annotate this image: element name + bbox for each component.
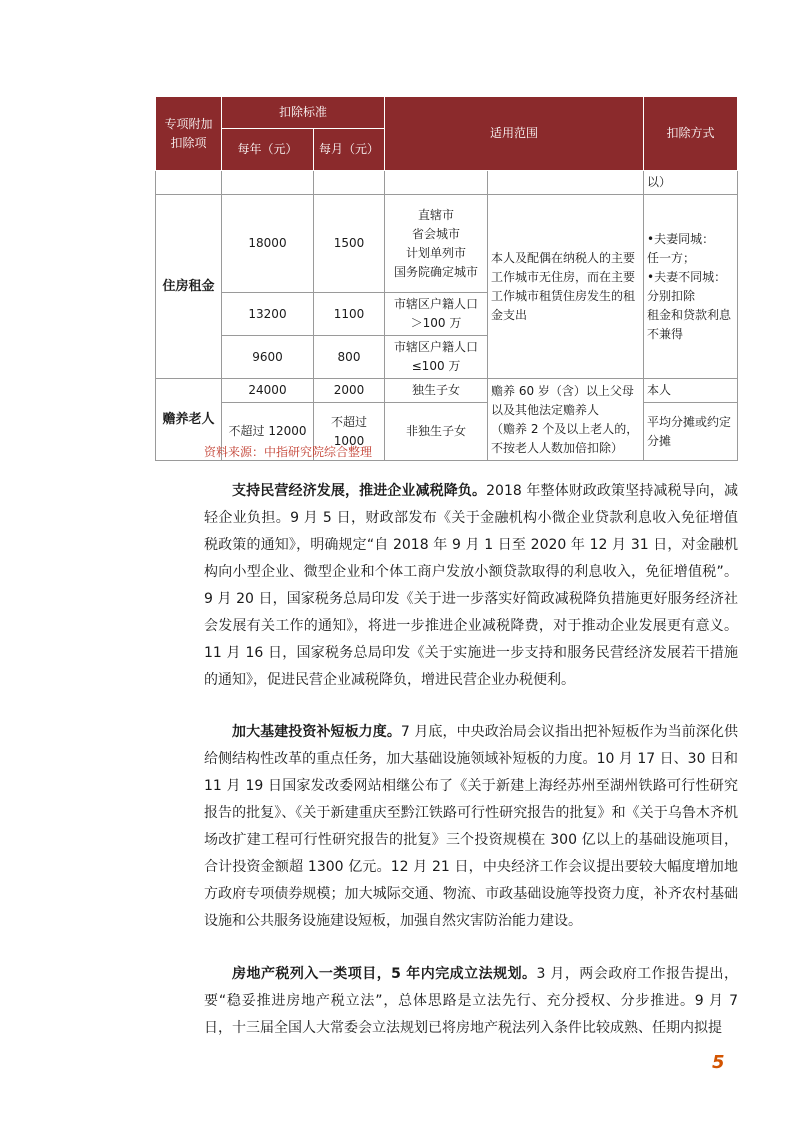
header-yearly: 每年（元）: [222, 129, 314, 171]
header-standard: 扣除标准: [222, 97, 385, 129]
rent-scope: 本人及配偶在纳税人的主要工作城市无住房，而在主要工作城市租赁住房发生的租金支出: [488, 195, 644, 379]
rent-monthly: 1500: [314, 195, 385, 293]
rent-yearly: 9600: [222, 336, 314, 379]
rent-monthly: 800: [314, 336, 385, 379]
paragraph-body: 3 月，两会政府工作报告提出，要“稳妥推进房地产税立法”，总体思路是立法先行、充分授权、分步推进。9 月 7 日，十三届全国人大常委会立法规划已将房地产税法列入条件比较成熟、任期内拟提: [204, 966, 738, 1036]
rent-monthly: 1100: [314, 293, 385, 336]
deduction-table: [155, 96, 738, 461]
elderly-scope: 赡养 60 岁（含）以上父母以及其他法定赡养人 （赡养 2 个及以上老人的，不按老人人数加倍扣除）: [488, 379, 644, 461]
header-monthly: 每月（元）: [314, 129, 385, 171]
paragraph: [204, 961, 738, 1042]
elderly-type: 非独生子女: [385, 403, 488, 461]
paragraph: [204, 478, 738, 694]
paragraph-body: 7 月底，中央政治局会议指出把补短板作为当前深化供给侧结构性改革的重点任务，加大基础设施领域补短板的力度。10 月 17 日、30 日和 11 月 19 日国家发改委网站相继公布了《关于新建上海经苏州至湖州铁路可行性研究报告的批复》、《关于新建重庆至黔江铁路可行性研究报告的批复》和《关于乌鲁木齐机场改扩建工程可行性研究报告的批复》三个投资规模在 300 亿以上的基础设施项目，合计投资金额超 1300 亿元。12 月 21 日，中央经济工作会议提出要较大幅度增加地方政府专项债券规模；加大城际交通、物流、市政基础设施等投资力度，补齐农村基础设施和公共服务设施建设短板，加强自然灾害防治能力建设。: [204, 724, 738, 929]
elderly-monthly: 不超过 1000: [314, 403, 385, 461]
continuation-text: 以）: [644, 171, 738, 195]
table-row: [156, 379, 738, 403]
paragraph-lead: 房地产税列入一类项目，5 年内完成立法规划。: [232, 966, 537, 982]
page-number: 5: [712, 1052, 725, 1073]
elderly-monthly: 2000: [314, 379, 385, 403]
header-method: 扣除方式: [644, 97, 738, 171]
paragraph-lead: 支持民营经济发展，推进企业减税降负。: [232, 483, 487, 499]
rent-yearly: 13200: [222, 293, 314, 336]
elderly-category: 赡养老人: [156, 379, 222, 461]
elderly-method: 平均分摊或约定分摊: [644, 403, 738, 461]
rent-city: 直辖市 省会城市 计划单列市 国务院确定城市: [385, 195, 488, 293]
paragraph-body: 2018 年整体财政政策坚持减税导向，减轻企业负担。9 月 5 日，财政部发布《关于金融机构小微企业贷款利息收入免征增值税政策的通知》，明确规定“自 2018 年 9 月 1 日至 2020 年 12 月 31 日，对金融机构向小型企业、微型企业和个体工商户发放小额贷款取得的利息收入，免征增值税”。9 月 20 日，国家税务总局印发《关于进一步落实好简政减税降负措施更好服务经济社会发展有关工作的通知》，将进一步推进企业减税降费，对于推动企业发展更有意义。11 月 16 日，国家税务总局印发《关于实施进一步支持和服务民营经济发展若干措施的通知》，促进民营企业减税降负，增进民营企业办税便利。: [204, 483, 738, 688]
source-note: 资料来源：中指研究院综合整理: [204, 445, 373, 459]
elderly-yearly: 不超过 12000: [222, 403, 314, 461]
header-scope: 适用范围: [385, 97, 644, 171]
elderly-type: 独生子女: [385, 379, 488, 403]
continuation-row: [156, 171, 738, 195]
table-row: [156, 195, 738, 293]
elderly-method: 本人: [644, 379, 738, 403]
header-item: 专项附加扣除项: [156, 97, 222, 171]
paragraph: [204, 719, 738, 935]
rent-city: 市辖区户籍人口 ≤100 万: [385, 336, 488, 379]
paragraph-lead: 加大基建投资补短板力度。: [232, 724, 401, 740]
rent-method: •夫妻同城： 任一方； •夫妻不同城： 分别扣除 租金和贷款利息不兼得: [644, 195, 738, 379]
rent-category: 住房租金: [156, 195, 222, 379]
rent-yearly: 18000: [222, 195, 314, 293]
rent-city: 市辖区户籍人口 ＞100 万: [385, 293, 488, 336]
elderly-yearly: 24000: [222, 379, 314, 403]
table-header-row: [156, 97, 738, 129]
